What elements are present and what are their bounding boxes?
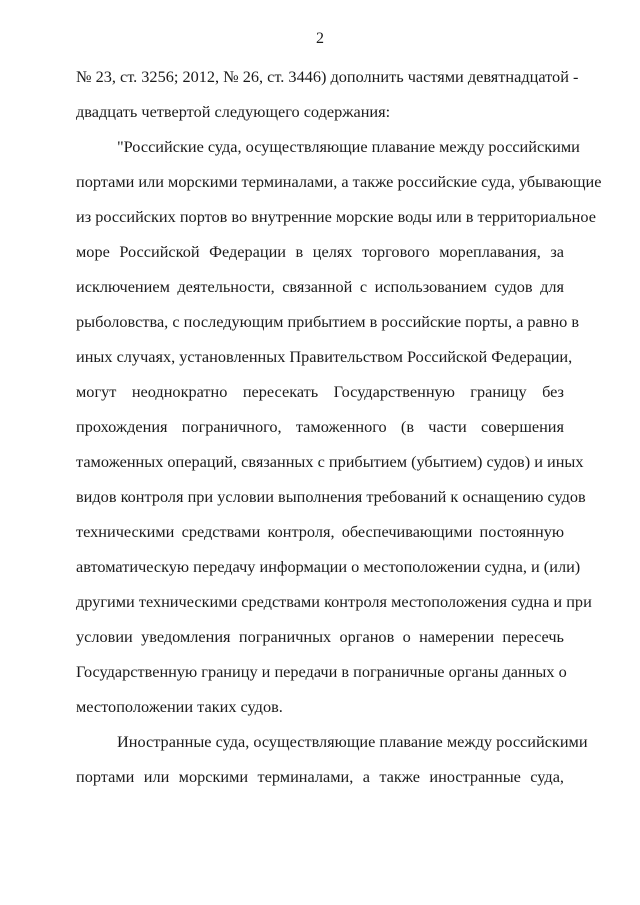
- text-line: № 23, ст. 3256; 2012, № 26, ст. 3446) дополнить частями девятнадцатой -: [76, 67, 579, 86]
- text-line: портами или морскими терминалами, а также российские суда, убывающие: [76, 172, 602, 191]
- text-line: иных случаях, установленных Правительством Российской Федерации,: [76, 347, 573, 366]
- text-line: автоматическую передачу информации о местоположении судна, и (или): [76, 557, 581, 576]
- paragraph-start-line: "Российские суда, осуществляющие плавание между российскими: [117, 137, 580, 156]
- text-line: рыболовства, с последующим прибытием в российские порты, а равно в: [76, 312, 580, 331]
- text-line: море Российской Федерации в целях торгового мореплавания, за: [76, 242, 564, 261]
- text-line: прохождения пограничного, таможенного (в части совершения: [76, 417, 564, 436]
- text-line: портами или морскими терминалами, а также иностранные суда,: [76, 767, 564, 786]
- text-line: таможенных операций, связанных с прибытием (убытием) судов) и иных: [76, 452, 584, 471]
- text-line: Государственную границу и передачи в пограничные органы данных о: [76, 662, 567, 681]
- text-line: видов контроля при условии выполнения требований к оснащению судов: [76, 487, 586, 506]
- text-line: из российских портов во внутренние морские воды или в территориальное: [76, 207, 596, 226]
- text-line: условии уведомления пограничных органов о намерении пересечь: [76, 627, 564, 646]
- text-line: техническими средствами контроля, обеспечивающими постоянную: [76, 522, 564, 541]
- text-line: могут неоднократно пересекать Государственную границу без: [76, 382, 564, 401]
- text-line: двадцать четвертой следующего содержания:: [76, 102, 391, 121]
- text-line: другими техническими средствами контроля местоположения судна и при: [76, 592, 592, 611]
- text-line: исключением деятельности, связанной с использованием судов для: [76, 277, 564, 296]
- text-line: местоположении таких судов.: [76, 697, 283, 716]
- paragraph-start-line: Иностранные суда, осуществляющие плавание между российскими: [117, 732, 588, 751]
- page-number: 2: [316, 30, 324, 47]
